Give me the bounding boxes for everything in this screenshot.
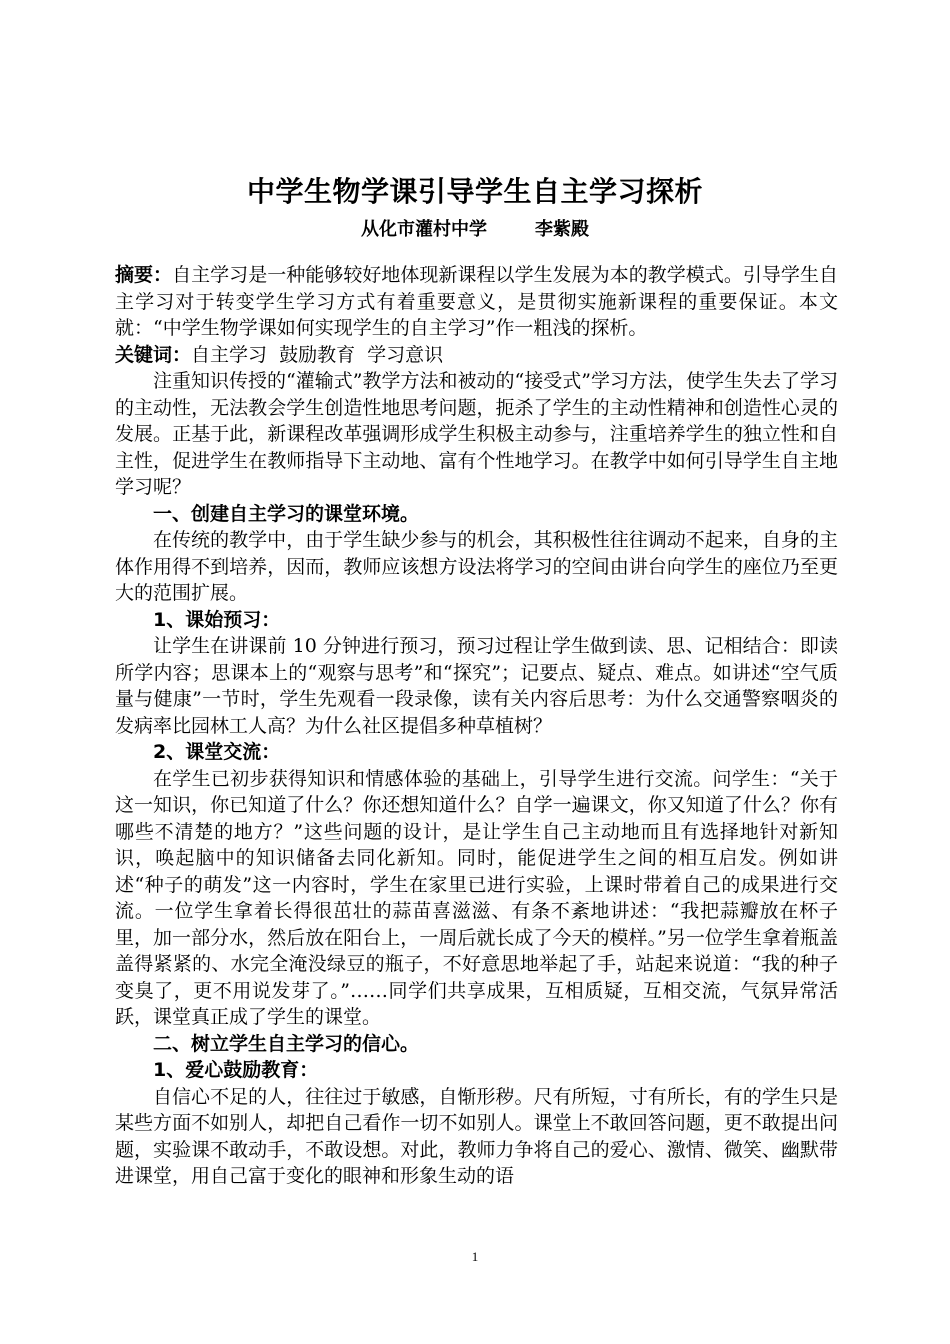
keywords-label: 关键词： [115,343,192,366]
byline [0,215,950,241]
intro-paragraph: 注重知识传授的“灌输式”教学方法和被动的“接受式”学习方法，使学生失去了学习的主动性，无法教会学生创造性地思考问题，扼杀了学生的主动性精神和创造性心灵的发展。正基于此，新课程改革强调形成学生积极主动参与，注重培养学生的独立性和自主性，促进学生在教师指导下主动地、富有个性地学习。在教学中如何引导学生自主地学习呢？ [115,370,838,498]
subsection-1-paragraph: 让学生在讲课前 10 分钟进行预习，预习过程让学生做到读、思、记相结合：即读所学内容；思课本上的“观察与思考”和“探究”；记要点、疑点、难点。如讲述“空气质量与健康”一节时，学生先观看一段录像，读有关内容后思考：为什么交通警察咽炎的发病率比园林工人高？为什么社区提倡多种草植树？ [115,635,838,737]
subsection-3-paragraph: 自信心不足的人，往往过于敏感，自惭形秽。尺有所短，寸有所长，有的学生只是某些方面不如别人，却把自己看作一切不如别人。课堂上不敢回答问题，更不敢提出问题，实验课不敢动手，不敢设想。对此，教师力争将自己的爱心、激情、微笑、幽默带进课堂，用自己富于变化的眼神和形象生动的语 [115,1085,838,1187]
section-1-paragraph: 在传统的教学中，由于学生缺少参与的机会，其积极性往往调动不起来，自身的主体作用得不到培养，因而，教师应该想方设法将学习的空间由讲台向学生的座位乃至更大的范围扩展。 [115,529,838,604]
document-title: 中学生物学课引导学生自主学习探析 [246,175,703,208]
abstract-text: 自主学习是一种能够较好地体现新课程以学生发展为本的教学模式。引导学生自主学习对于转变学生学习方式有着重要意义，是贯彻实施新课程的重要保证。本文就：“中学生物学课如何实现学生的自主学习”作一粗浅的探析。 [115,264,838,339]
subsection-2-heading: 2、课堂交流： [153,741,281,763]
subsection-3-heading: 1、爱心鼓励教育： [153,1059,319,1081]
abstract-paragraph [115,262,838,342]
keywords-text: 自主学习 鼓励教育 学习意识 [191,343,444,366]
keywords-paragraph [115,342,838,369]
school-name: 从化市灌村中学 [361,219,487,240]
author-name: 李紫殿 [535,219,589,240]
page-number: 1 [471,1249,479,1264]
section-1-heading: 一、创建自主学习的课堂环境。 [153,502,420,525]
subsection-1-heading: 1、课始预习： [153,608,281,631]
section-2-heading: 二、树立学生自主学习的信心。 [153,1032,420,1055]
document-body [115,262,838,1190]
subsection-2-paragraph: 在学生已初步获得知识和情感体验的基础上，引导学生进行交流。问学生：“关于这一知识，你已知道了什么？你还想知道什么？自学一遍课文，你又知道了什么？你有哪些不清楚的地方？”这些问题的设计，是让学生自己主动地而且有选择地针对新知识，唤起脑中的知识储备去同化新知。同时，能促进学生之间的相互启发。例如讲述“种子的萌发”这一内容时，学生在家里已进行实验，上课时带着自己的成果进行交流。一位学生拿着长得很茁壮的蒜苗喜滋滋、有条不紊地讲述：“我把蒜瓣放在杯子里，加一部分水，然后放在阳台上，一周后就长成了今天的模样。”另一位学生拿着瓶盖盖得紧紧的、水完全淹没绿豆的瓶子，不好意思地举起了手，站起来说道：“我的种子变臭了，更不用说发芽了。”……同学们共享成果，互相质疑，互相交流，气氛异常活跃，课堂真正成了学生的课堂。 [115,767,838,1028]
abstract-label: 摘要： [115,264,173,286]
